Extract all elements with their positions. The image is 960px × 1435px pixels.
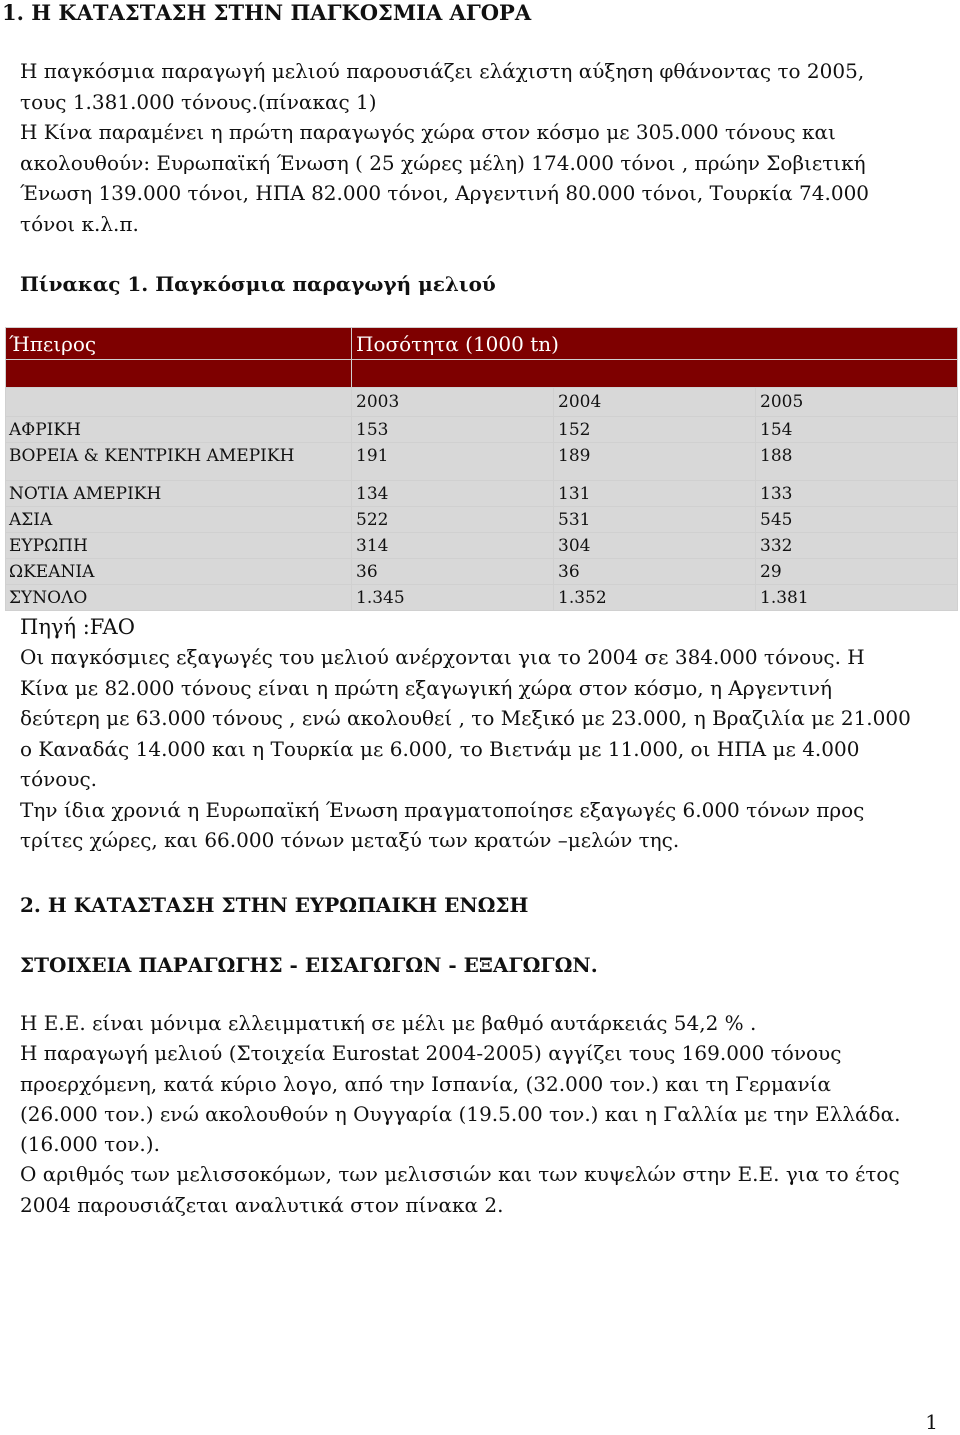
- table-1-caption: Πίνακας 1. Παγκόσμια παραγωγή μελιού: [20, 272, 496, 296]
- page-number: 1: [925, 1410, 938, 1434]
- paragraph-line: τόνοι κ.λ.π.: [20, 211, 139, 236]
- paragraph-line: Η παγκόσμια παραγωγή μελιού παρουσιάζει ελάχιστη αύξηση φθάνοντας το 2005,: [20, 59, 865, 83]
- table-row-total: [6, 585, 958, 611]
- value-cell: 1.345: [352, 585, 554, 611]
- honey-production-table: [5, 327, 958, 611]
- paragraph-line: ακολουθούν: Ευρωπαϊκή Ένωση ( 25 χώρες μέλη) 174.000 τόνοι , πρώην Σοβιετική: [20, 150, 866, 175]
- region-cell: ΣΥΝΟΛΟ: [6, 585, 352, 611]
- paragraph-line: Οι παγκόσμιες εξαγωγές του μελιού ανέρχονται για το 2004 σε 384.000 τόνους. Η: [20, 645, 865, 669]
- section-2-paragraph: [20, 1008, 940, 1220]
- table-row: [6, 481, 958, 507]
- value-cell: 191: [352, 443, 554, 481]
- paragraph-line: 2004 παρουσιάζεται αναλυτικά στον πίνακα 2.: [20, 1192, 504, 1217]
- value-cell: 36: [352, 559, 554, 585]
- column-header-quantity: Ποσότητα (1000 tn): [352, 328, 958, 360]
- value-cell: 131: [554, 481, 756, 507]
- table-row: [6, 533, 958, 559]
- value-cell: 531: [554, 507, 756, 533]
- paragraph-line: Ένωση 139.000 τόνοι, ΗΠΑ 82.000 τόνοι, Αργεντινή 80.000 τόνοι, Τουρκία 74.000: [20, 181, 870, 205]
- value-cell: 189: [554, 443, 756, 481]
- value-cell: 36: [554, 559, 756, 585]
- table-row: [6, 443, 958, 481]
- paragraph-line: Ο αριθμός των μελισσοκόμων, των μελισσιών και των κυψελών στην Ε.Ε. για το έτος: [20, 1162, 900, 1187]
- value-cell: 188: [756, 443, 958, 481]
- column-header-region: Ήπειρος: [6, 328, 352, 360]
- section-1-paragraph: [20, 56, 940, 239]
- paragraph-line: δεύτερη με 63.000 τόνους , ενώ ακολουθεί , το Μεξικό με 23.000, η Βραζιλία με 21.000: [20, 706, 911, 730]
- table-row: [6, 559, 958, 585]
- region-cell: ΒΟΡΕΙΑ & ΚΕΝΤΡΙΚΗ ΑΜΕΡΙΚΗ: [6, 443, 352, 481]
- paragraph-line: Η Ε.Ε. είναι μόνιμα ελλειμματική σε μέλι με βαθμό αυτάρκειάς 54,2 % .: [20, 1011, 757, 1035]
- value-cell: 304: [554, 533, 756, 559]
- table-header-row: [6, 328, 958, 360]
- paragraph-line: Κίνα με 82.000 τόνους είναι η πρώτη εξαγωγική χώρα στον κόσμο, η Αργεντινή: [20, 675, 833, 700]
- section-1-heading: 1. Η ΚΑΤΑΣΤΑΣΗ ΣΤΗΝ ΠΑΓΚΟΣΜΙΑ ΑΓΟΡΑ: [2, 0, 532, 25]
- year-header: 2005: [756, 388, 958, 417]
- paragraph-line: τρίτες χώρες, και 66.000 τόνων μεταξύ των κρατών –μελών της.: [20, 828, 680, 852]
- section-2-subheading: ΣΤΟΙΧΕΙΑ ΠΑΡΑΓΩΓΗΣ - ΕΙΣΑΓΩΓΩΝ - ΕΞΑΓΩΓΩΝ.: [20, 953, 598, 977]
- table-row: [6, 507, 958, 533]
- value-cell: 154: [756, 417, 958, 443]
- value-cell: 332: [756, 533, 958, 559]
- table-source: Πηγή :FAO: [20, 615, 135, 639]
- paragraph-line: τους 1.381.000 τόνους.(πίνακας 1): [20, 89, 377, 114]
- value-cell: 152: [554, 417, 756, 443]
- region-cell: ΑΣΙΑ: [6, 507, 352, 533]
- value-cell: 133: [756, 481, 958, 507]
- paragraph-line: τόνους.: [20, 767, 98, 791]
- year-header: 2004: [554, 388, 756, 417]
- paragraph-line: Η Κίνα παραμένει η πρώτη παραγωγός χώρα στον κόσμο με 305.000 τόνους και: [20, 120, 836, 144]
- value-cell: 1.352: [554, 585, 756, 611]
- exports-paragraph: [20, 642, 940, 856]
- paragraph-line: Την ίδια χρονιά η Ευρωπαϊκή Ένωση πραγματοποίησε εξαγωγές 6.000 τόνων προς: [20, 797, 865, 822]
- paragraph-line: (16.000 τον.).: [20, 1132, 160, 1157]
- table-header-spacer: [6, 360, 958, 388]
- paragraph-line: Η παραγωγή μελιού (Στοιχεία Eurostat 2004-2005) αγγίζει τους 169.000 τόνους: [20, 1041, 842, 1066]
- value-cell: 134: [352, 481, 554, 507]
- paragraph-line: προερχόμενη, κατά κύριο λογο, από την Ισπανία, (32.000 τον.) και τη Γερμανία: [20, 1071, 832, 1096]
- value-cell: 153: [352, 417, 554, 443]
- year-header: 2003: [352, 388, 554, 417]
- value-cell: 314: [352, 533, 554, 559]
- section-2-heading: 2. Η ΚΑΤΑΣΤΑΣΗ ΣΤΗΝ ΕΥΡΩΠΑΙΚΗ ΕΝΩΣΗ: [20, 893, 529, 917]
- value-cell: 1.381: [756, 585, 958, 611]
- paragraph-line: ο Καναδάς 14.000 και η Τουρκία με 6.000, το Βιετνάμ με 11.000, οι ΗΠΑ με 4.000: [20, 736, 860, 761]
- region-cell: ΩΚΕΑΝΙΑ: [6, 559, 352, 585]
- value-cell: 545: [756, 507, 958, 533]
- region-cell: ΝΟΤΙΑ ΑΜΕΡΙΚΗ: [6, 481, 352, 507]
- region-cell: ΕΥΡΩΠΗ: [6, 533, 352, 559]
- table-row: [6, 417, 958, 443]
- region-cell: ΑΦΡΙΚΗ: [6, 417, 352, 443]
- value-cell: 522: [352, 507, 554, 533]
- year-header-row: [6, 388, 958, 417]
- paragraph-line: (26.000 τον.) ενώ ακολουθούν η Ουγγαρία (19.5.00 τον.) και η Γαλλία με την Ελλάδα.: [20, 1101, 901, 1126]
- value-cell: 29: [756, 559, 958, 585]
